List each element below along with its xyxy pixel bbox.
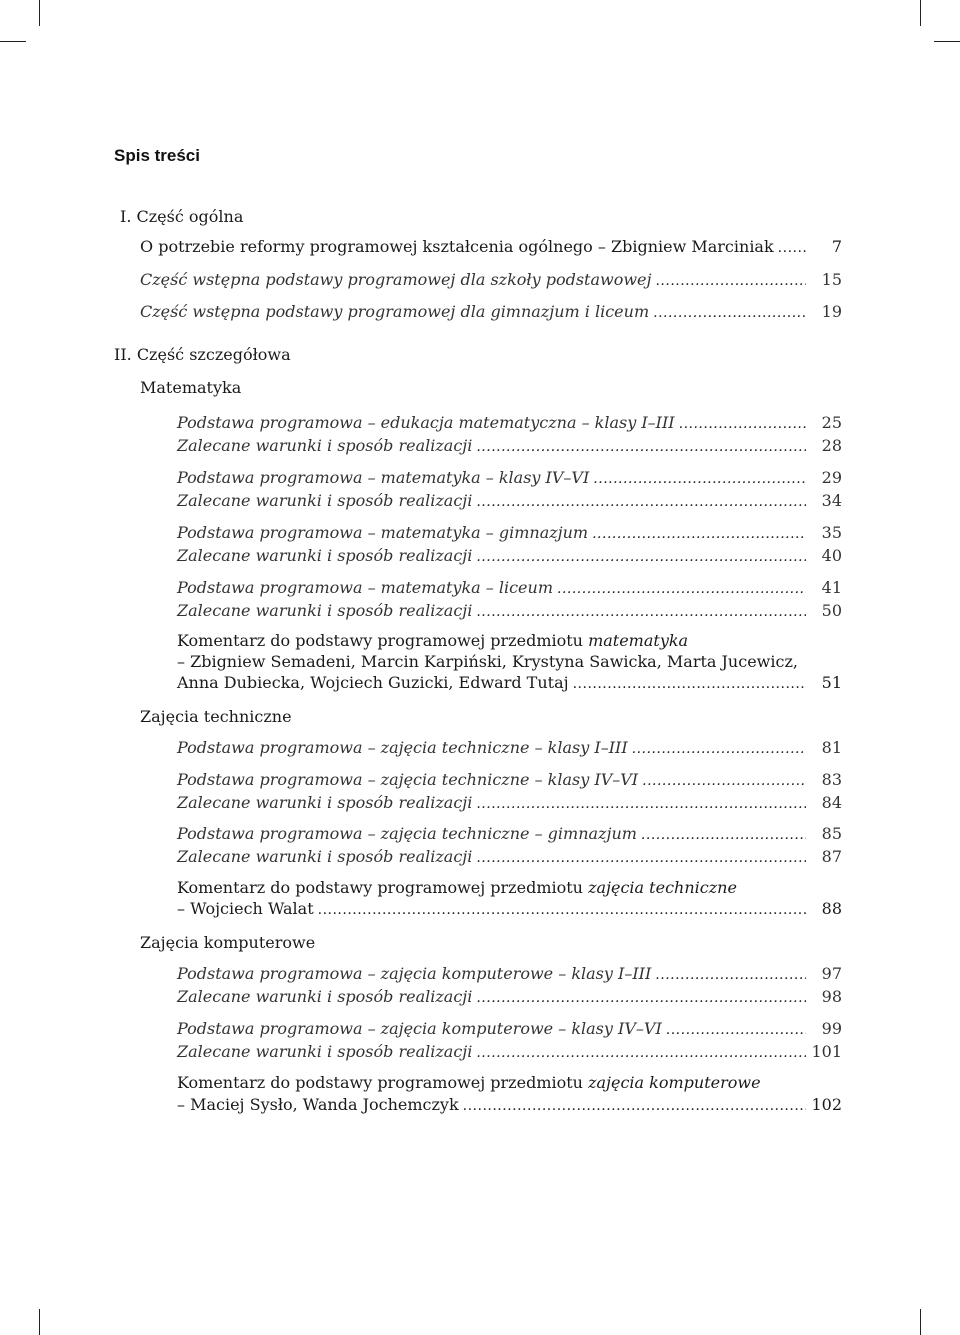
toc-entry[interactable]	[177, 489, 842, 513]
toc-entry[interactable]	[177, 985, 842, 1009]
leader-dots	[476, 1041, 806, 1065]
toc-page-number: 98	[821, 987, 842, 1006]
toc-page-number: 25	[821, 413, 842, 432]
toc-entry-text: Zalecane warunki i sposób realizacji	[177, 436, 473, 455]
toc-page-number: 15	[821, 270, 842, 289]
leader-dots	[476, 435, 806, 459]
section-heading-techniczne: Zajęcia techniczne	[140, 707, 292, 726]
toc-page-number: 40	[821, 546, 842, 565]
toc-page-number: 81	[821, 738, 842, 757]
section-heading-komputerowe: Zajęcia komputerowe	[140, 933, 316, 952]
toc-entry[interactable]	[177, 599, 842, 623]
leader-dots	[655, 269, 806, 293]
toc-entry-text: Podstawa programowa – matematyka – klasy IV–VI	[177, 468, 590, 487]
toc-page-number: 84	[821, 793, 842, 812]
toc-entry-text: Zalecane warunki i sposób realizacji	[177, 793, 473, 812]
leader-dots	[476, 846, 806, 870]
page-title: Spis treści	[114, 146, 200, 165]
toc-page-number: 7	[831, 237, 842, 256]
crop-mark	[0, 41, 26, 42]
toc-page-number: 85	[821, 824, 842, 843]
leader-dots	[593, 467, 806, 491]
toc-page-number: 97	[821, 964, 842, 983]
toc-entry-text: Podstawa programowa – zajęcia techniczne – klasy IV–VI	[177, 770, 639, 789]
toc-entry[interactable]	[177, 1017, 842, 1041]
toc-entry[interactable]	[177, 434, 842, 458]
toc-entry-text: Zalecane warunki i sposób realizacji	[177, 987, 473, 1006]
leader-dots	[592, 522, 806, 546]
toc-page-number: 101	[811, 1042, 842, 1061]
leader-dots	[318, 898, 806, 922]
toc-entry[interactable]	[177, 962, 842, 986]
leader-dots	[476, 986, 806, 1010]
toc-entry-text: Część wstępna podstawy programowej dla gimnazjum i liceum	[140, 302, 650, 321]
toc-entry-text: Podstawa programowa – zajęcia techniczne – klasy I–III	[177, 738, 628, 757]
commentary-authors: – Wojciech Walat	[177, 899, 314, 918]
leader-dots	[573, 672, 806, 696]
toc-entry[interactable]	[177, 411, 842, 435]
toc-entry-text: O potrzebie reformy programowej kształcenia ogólnego – Zbigniew Marciniak	[140, 237, 774, 256]
toc-entry[interactable]	[177, 544, 842, 568]
leader-dots	[653, 301, 806, 325]
toc-page-number: 19	[821, 302, 842, 321]
leader-dots	[632, 737, 806, 761]
commentary-prefix: Komentarz do podstawy programowej przedmiotu	[177, 1073, 589, 1092]
toc-page-number: 28	[821, 436, 842, 455]
toc-entry-text: Zalecane warunki i sposób realizacji	[177, 546, 473, 565]
toc-entry-text: Podstawa programowa – edukacja matematyczna – klasy I–III	[177, 413, 675, 432]
commentary-prefix: Komentarz do podstawy programowej przedmiotu	[177, 631, 589, 650]
toc-page-number: 102	[811, 1095, 842, 1114]
section-heading-matematyka: Matematyka	[140, 378, 242, 397]
crop-mark	[39, 1309, 40, 1335]
toc-entry-text: Podstawa programowa – zajęcia komputerowe – klasy IV–VI	[177, 1019, 662, 1038]
toc-entry-text: Podstawa programowa – matematyka – liceum	[177, 578, 553, 597]
crop-mark	[920, 0, 921, 26]
leader-dots	[655, 963, 806, 987]
toc-page-number: 99	[821, 1019, 842, 1038]
toc-entry[interactable]	[177, 521, 842, 545]
commentary-prefix: Komentarz do podstawy programowej przedmiotu	[177, 878, 589, 897]
leader-dots	[476, 600, 806, 624]
crop-mark	[920, 1309, 921, 1335]
toc-page-number: 83	[821, 770, 842, 789]
commentary-authors: – Maciej Sysło, Wanda Jochemczyk	[177, 1095, 459, 1114]
toc-page-number: 29	[821, 468, 842, 487]
toc-entry[interactable]	[177, 768, 842, 792]
toc-page-number: 34	[821, 491, 842, 510]
part2-heading: II. Część szczegółowa	[114, 345, 291, 364]
crop-mark	[39, 0, 40, 26]
toc-entry[interactable]	[177, 576, 842, 600]
commentary-authors: – Zbigniew Semadeni, Marcin Karpiński, Krystyna Sawicka, Marta Jucewicz,	[177, 652, 798, 671]
toc-entry-text: Podstawa programowa – zajęcia komputerowe – klasy I–III	[177, 964, 652, 983]
toc-entry[interactable]	[177, 822, 842, 846]
toc-entry[interactable]	[177, 791, 842, 815]
toc-entry-text: Zalecane warunki i sposób realizacji	[177, 1042, 473, 1061]
toc-entry[interactable]	[177, 1093, 842, 1117]
toc-page-number: 88	[821, 899, 842, 918]
commentary-subject: zajęcia techniczne	[588, 878, 737, 897]
leader-dots	[642, 769, 806, 793]
leader-dots	[666, 1018, 806, 1042]
toc-entry[interactable]	[140, 268, 842, 292]
toc-page-number: 50	[821, 601, 842, 620]
toc-page-number: 87	[821, 847, 842, 866]
leader-dots	[641, 823, 806, 847]
toc-entry[interactable]	[177, 671, 842, 695]
toc-entry[interactable]	[140, 235, 842, 259]
toc-entry[interactable]	[177, 466, 842, 490]
leader-dots	[476, 545, 806, 569]
toc-entry[interactable]	[177, 1040, 842, 1064]
toc-entry-text: Część wstępna podstawy programowej dla szkoły podstawowej	[140, 270, 652, 289]
commentary-subject: zajęcia komputerowe	[588, 1073, 761, 1092]
toc-page-number: 41	[821, 578, 842, 597]
commentary-subject: matematyka	[588, 631, 689, 650]
toc-entry[interactable]	[140, 300, 842, 324]
toc-page-number: 51	[821, 673, 842, 692]
toc-entry[interactable]	[177, 736, 842, 760]
toc-entry-text: Zalecane warunki i sposób realizacji	[177, 847, 473, 866]
leader-dots	[476, 490, 806, 514]
toc-entry-text: Zalecane warunki i sposób realizacji	[177, 491, 473, 510]
toc-entry-text: Zalecane warunki i sposób realizacji	[177, 601, 473, 620]
leader-dots	[778, 236, 806, 260]
leader-dots	[557, 577, 806, 601]
toc-page-number: 35	[821, 523, 842, 542]
part1-heading: I. Część ogólna	[120, 207, 244, 226]
crop-mark	[934, 41, 960, 42]
commentary-title	[177, 1071, 761, 1095]
leader-dots	[463, 1094, 806, 1118]
leader-dots	[679, 412, 806, 436]
toc-entry[interactable]	[177, 845, 842, 869]
toc-entry-text: Podstawa programowa – matematyka – gimnazjum	[177, 523, 589, 542]
toc-entry[interactable]	[177, 897, 842, 921]
toc-entry-text: Podstawa programowa – zajęcia techniczne – gimnazjum	[177, 824, 637, 843]
leader-dots	[476, 792, 806, 816]
commentary-authors: Anna Dubiecka, Wojciech Guzicki, Edward Tutaj	[177, 673, 569, 692]
